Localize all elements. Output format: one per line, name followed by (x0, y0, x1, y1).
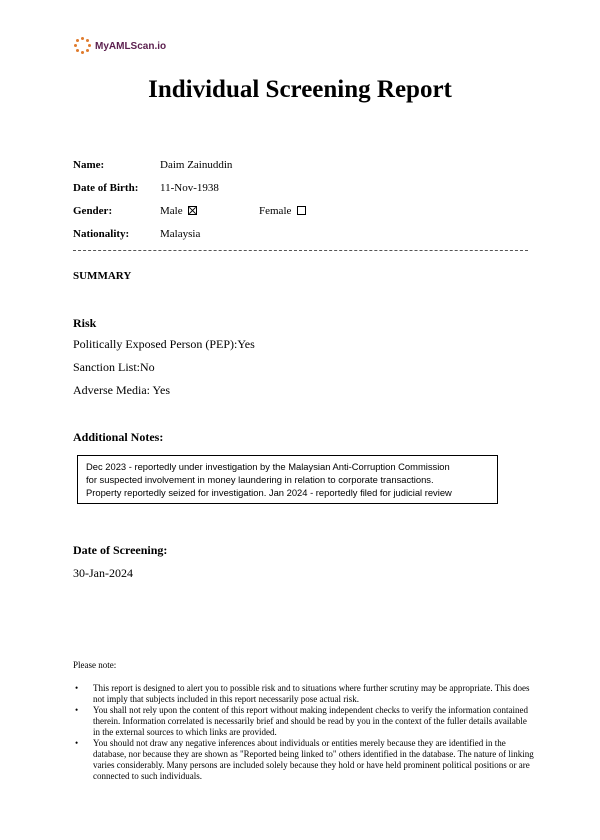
notes-line: for suspected involvement in money laundering in relation to corporate transactions. (86, 474, 434, 485)
screening-date: 30-Jan-2024 (73, 566, 133, 580)
notes-line: Property reportedly seized for investigation. Jan 2024 - reportedly filed for judicial review (86, 487, 452, 498)
disclaimer-item: • You shall not rely upon the content of this report without making independent checks to verify the information contained therein. Information correlated is necessarily brief and should be read by you in the context of the fuller details available in the external sources to which links are provided. (75, 705, 528, 737)
gender-male-label: Male (160, 205, 183, 217)
divider (73, 250, 528, 251)
gender-male-option (160, 205, 197, 217)
name-value: Daim Zainuddin (160, 159, 233, 171)
brand-logo (74, 37, 166, 55)
disclaimer-heading: Please note: (73, 660, 117, 670)
page-title: Individual Screening Report (148, 76, 452, 103)
notes-heading: Additional Notes: (73, 430, 164, 444)
risk-heading: Risk (73, 316, 97, 330)
nationality-value: Malaysia (160, 228, 201, 240)
brand-name: MyAMLScan.io (95, 40, 167, 52)
notes-box (77, 455, 498, 504)
adverse-media-status: Adverse Media: Yes (73, 383, 170, 397)
disclaimer-item: • You should not draw any negative inferences about individuals or entities merely because they are identified in the database, nor because they are shown as "Reported being linked to" others identified in the database. The nature of linking varies considerably. Many persons are included solely because they hold or have held prominent political positions or are connected to such individuals. (75, 738, 534, 781)
logo-icon (74, 37, 92, 55)
disclaimer-list (73, 683, 535, 782)
name-label: Name: (73, 159, 105, 171)
gender-female-checkbox (297, 206, 306, 215)
gender-label: Gender: (73, 205, 113, 217)
disclaimer-item: • This report is designed to alert you to possible risk and to situations where further scrutiny may be appropriate. This does not imply that subjects included in this report necessarily pose actual risk. (75, 683, 530, 704)
screening-heading: Date of Screening: (73, 543, 168, 557)
nationality-label: Nationality: (73, 228, 130, 240)
gender-female-option (259, 205, 306, 217)
dob-label: Date of Birth: (73, 182, 139, 194)
sanction-status: Sanction List:No (73, 360, 155, 374)
gender-female-label: Female (259, 205, 292, 217)
pep-status: Politically Exposed Person (PEP):Yes (73, 337, 255, 351)
gender-male-checkbox (188, 206, 197, 215)
notes-line: Dec 2023 - reportedly under investigation by the Malaysian Anti-Corruption Commission (86, 461, 450, 472)
dob-value: 11-Nov-1938 (160, 182, 219, 194)
summary-heading: SUMMARY (73, 270, 132, 282)
